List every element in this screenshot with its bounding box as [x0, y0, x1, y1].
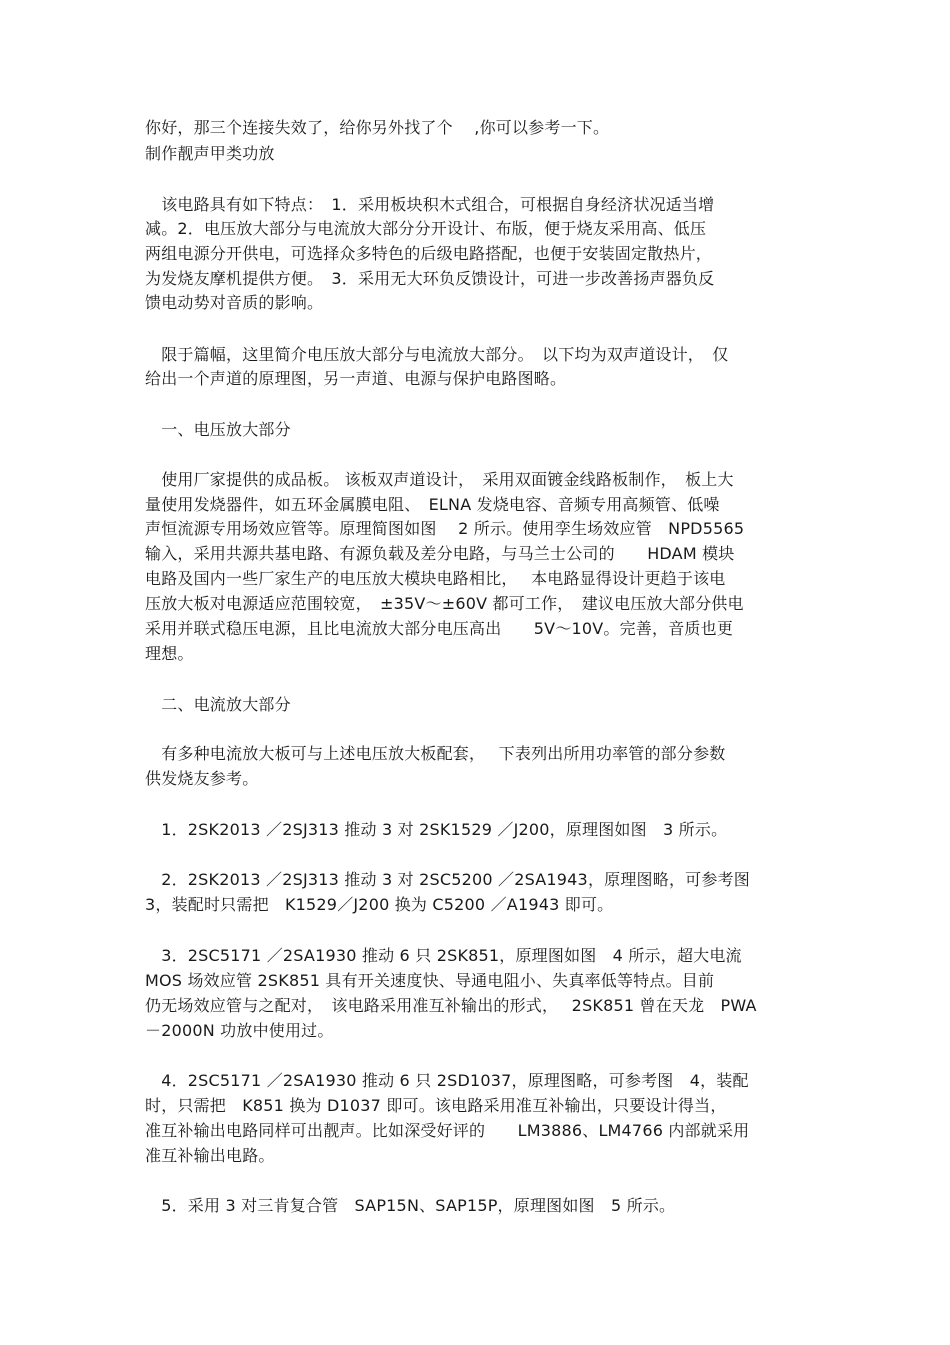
text-line: 电路及国内一些厂家生产的电压放大模块电路相比， 本电路显得设计更趋于该电 — [145, 569, 726, 588]
text-line: 采用并联式稳压电源，且比电流放大部分电压高出 5V～10V。完善，音质也更 — [145, 619, 734, 638]
section-heading: 二、电流放大部分 — [145, 695, 291, 714]
text-line: 该电路具有如下特点： 1．采用板块积木式组合，可根据自身经济状况适当增 — [145, 195, 715, 214]
text-line: 理想。 — [145, 644, 194, 663]
list-item: 3．2SC5171 ／2SA1930 推动 6 只 2SK851，原理图如图 4 所示，超大电流 — [145, 946, 742, 965]
text-line: 给出一个声道的原理图，另一声道、电源与保护电路图略。 — [145, 369, 567, 388]
list-item: 5．采用 3 对三肯复合管 SAP15N、SAP15P，原理图如图 5 所示。 — [145, 1196, 676, 1215]
list-item: 1．2SK2013 ／2SJ313 推动 3 对 2SK1529 ／J200，原理图如图 3 所示。 — [145, 820, 728, 839]
list-item: 2．2SK2013 ／2SJ313 推动 3 对 2SC5200 ／2SA1943，原理图略，可参考图 — [145, 870, 750, 889]
document-title: 制作靓声甲类功放 — [145, 144, 275, 163]
text-line: 供发烧友参考。 — [145, 769, 259, 788]
text-line: 仍无场效应管与之配对， 该电路采用准互补输出的形式， 2SK851 曾在天龙 PWA — [145, 996, 757, 1015]
text-line: 有多种电流放大板可与上述电压放大板配套， 下表列出所用功率管的部分参数 — [145, 744, 726, 763]
text-line: －2000N 功放中使用过。 — [145, 1021, 334, 1040]
text-line: 输入，采用共源共基电路、有源负载及差分电路，与马兰士公司的 HDAM 模块 — [145, 544, 735, 563]
text-line: 限于篇幅，这里简介电压放大部分与电流放大部分。 以下均为双声道设计， 仅 — [145, 345, 729, 364]
section-heading: 一、电压放大部分 — [145, 420, 291, 439]
text-line: 你好，那三个连接失效了，给你另外找了个 ,你可以参考一下。 — [145, 118, 610, 137]
text-line: 使用厂家提供的成品板。 该板双声道设计， 采用双面镀金线路板制作， 板上大 — [145, 470, 734, 489]
text-line: 为发烧友摩机提供方便。 3．采用无大环负反馈设计，可进一步改善扬声器负反 — [145, 269, 715, 288]
text-line: 两组电源分开供电，可选择众多特色的后级电路搭配，也便于安装固定散热片， — [145, 244, 713, 263]
text-line: 时，只需把 K851 换为 D1037 即可。该电路采用准互补输出，只要设计得当， — [145, 1096, 727, 1115]
text-line: 准互补输出电路。 — [145, 1146, 275, 1165]
text-line: 量使用发烧器件，如五环金属膜电阻、 ELNA 发烧电容、音频专用高频管、低噪 — [145, 495, 720, 514]
text-line: 减。2．电压放大部分与电流放大部分分开设计、布版，便于烧友采用高、低压 — [145, 219, 707, 238]
text-line: 3，装配时只需把 K1529／J200 换为 C5200 ／A1943 即可。 — [145, 895, 614, 914]
text-line: 馈电动势对音质的影响。 — [145, 293, 324, 312]
text-line: 压放大板对电源适应范围较宽， ±35V～±60V 都可工作， 建议电压放大部分供电 — [145, 594, 744, 613]
list-item: 4．2SC5171 ／2SA1930 推动 6 只 2SD1037，原理图略，可参考图 4，装配 — [145, 1071, 749, 1090]
text-line: 准互补输出电路同样可出靓声。比如深受好评的 LM3886、LM4766 内部就采用 — [145, 1121, 750, 1140]
text-line: MOS 场效应管 2SK851 具有开关速度快、导通电阻小、失真率低等特点。目前 — [145, 971, 715, 990]
text-line: 声恒流源专用场效应管等。原理简图如图 2 所示。使用孪生场效应管 NPD5565 — [145, 519, 745, 538]
